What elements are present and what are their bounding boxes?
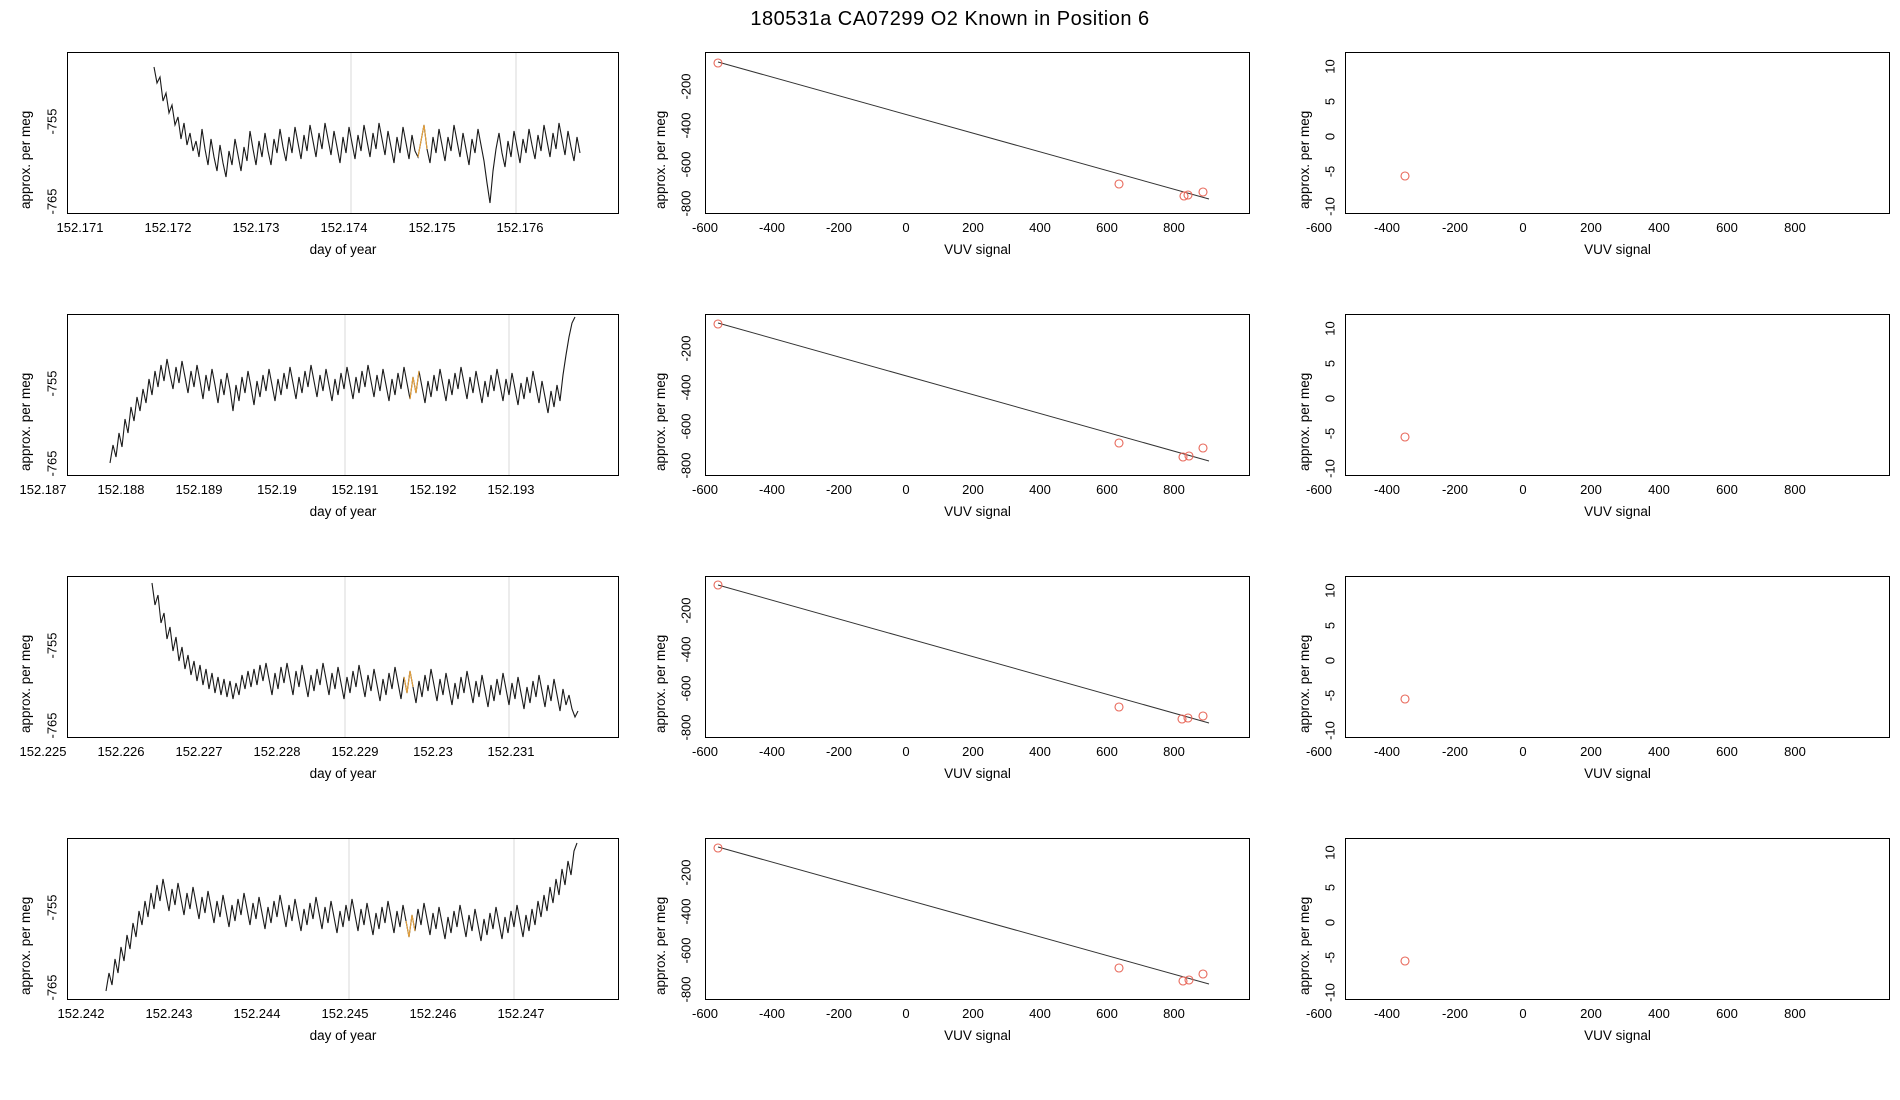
linearfit-svg-3 xyxy=(706,577,1249,737)
xtick-rs1-1: -400 xyxy=(1373,220,1401,235)
xtick-2-4: 152.191 xyxy=(331,482,379,497)
ytick-rs2-4: 10 xyxy=(1322,321,1338,336)
xtick-rs4-7: 800 xyxy=(1784,1006,1806,1021)
figure-title: 180531a CA07299 O2 Known in Position 6 xyxy=(750,8,1150,30)
xtick-2-1: 152.188 xyxy=(97,482,145,497)
ytick-lf4-0: -800 xyxy=(678,976,694,1003)
xtick-rs1-6: 600 xyxy=(1716,220,1738,235)
ytick-rs4-1: -5 xyxy=(1322,951,1338,964)
xtick-lf1-0: -600 xyxy=(691,220,719,235)
xtick-rs2-7: 800 xyxy=(1784,482,1806,497)
ytick-lf2-3: -200 xyxy=(678,335,694,362)
xtick-rs3-1: -400 xyxy=(1373,744,1401,759)
xtick-lf3-6: 600 xyxy=(1096,744,1118,759)
ylabel-residuals-1: approx. per meg xyxy=(1297,110,1312,209)
xtick-lf3-4: 200 xyxy=(962,744,984,759)
timeseries-panel-2 xyxy=(0,296,620,558)
xtick-rs3-4: 200 xyxy=(1580,744,1602,759)
xtick-rs2-5: 400 xyxy=(1648,482,1670,497)
ytick-lf1-0: -800 xyxy=(678,190,694,217)
ytick-rs1-2: 0 xyxy=(1322,132,1338,141)
xlabel-residuals-3: VUV signal xyxy=(1584,766,1651,781)
timeseries-panel-4 xyxy=(0,820,620,1082)
xtick-lf4-2: -200 xyxy=(825,1006,853,1021)
ytick-rs2-0: -10 xyxy=(1322,459,1338,478)
ytick-rs2-2: 0 xyxy=(1322,394,1338,403)
xtick-3-4: 152.229 xyxy=(331,744,379,759)
xlabel-linearfit-3: VUV signal xyxy=(944,766,1011,781)
xtick-lf4-3: 0 xyxy=(902,1006,910,1021)
xtick-rs4-3: 0 xyxy=(1519,1006,1527,1021)
ytick-rs2-1: -5 xyxy=(1322,427,1338,440)
xtick-lf2-0: -600 xyxy=(691,482,719,497)
xtick-lf4-5: 400 xyxy=(1029,1006,1051,1021)
ytick-lf3-0: -800 xyxy=(678,714,694,741)
xtick-1-4: 152.175 xyxy=(408,220,456,235)
plot-area-timeseries-3 xyxy=(67,576,619,738)
xtick-rs3-5: 400 xyxy=(1648,744,1670,759)
ytick-lf2-2: -400 xyxy=(678,374,694,401)
ylabel-timeseries-2: approx. per meg xyxy=(18,372,33,471)
xtick-2-0: 152.187 xyxy=(19,482,67,497)
xtick-1-1: 152.172 xyxy=(144,220,192,235)
xtick-lf3-5: 400 xyxy=(1029,744,1051,759)
linearfit-panel-1 xyxy=(620,34,1260,296)
ytick-rs3-0: -10 xyxy=(1322,721,1338,740)
ylabel-residuals-4: approx. per meg xyxy=(1297,896,1312,995)
xtick-4-0: 152.242 xyxy=(57,1006,105,1021)
xtick-lf3-1: -400 xyxy=(758,744,786,759)
xtick-3-5: 152.23 xyxy=(413,744,453,759)
xtick-rs3-3: 0 xyxy=(1519,744,1527,759)
ylabel-residuals-3: approx. per meg xyxy=(1297,634,1312,733)
plot-area-linearfit-3 xyxy=(705,576,1250,738)
ytick-rs1-0: -10 xyxy=(1322,197,1338,216)
linearfit-panel-2 xyxy=(620,296,1260,558)
xtick-rs4-5: 400 xyxy=(1648,1006,1670,1021)
residuals-svg-1 xyxy=(1346,53,1889,213)
ytick-lf4-1: -600 xyxy=(678,937,694,964)
plot-area-residuals-2 xyxy=(1345,314,1890,476)
ytick-4-1: -755 xyxy=(44,894,60,921)
residuals-svg-4 xyxy=(1346,839,1889,999)
xtick-lf3-0: -600 xyxy=(691,744,719,759)
timeseries-svg-3 xyxy=(68,577,618,737)
ytick-rs4-4: 10 xyxy=(1322,845,1338,860)
ylabel-residuals-2: approx. per meg xyxy=(1297,372,1312,471)
xtick-rs2-1: -400 xyxy=(1373,482,1401,497)
plot-area-residuals-4 xyxy=(1345,838,1890,1000)
xlabel-linearfit-1: VUV signal xyxy=(944,242,1011,257)
xtick-1-3: 152.174 xyxy=(320,220,368,235)
linearfit-svg-4 xyxy=(706,839,1249,999)
residuals-svg-2 xyxy=(1346,315,1889,475)
xlabel-residuals-1: VUV signal xyxy=(1584,242,1651,257)
xtick-lf2-6: 600 xyxy=(1096,482,1118,497)
xtick-rs3-6: 600 xyxy=(1716,744,1738,759)
panel-row-4 xyxy=(0,820,1900,1082)
xtick-3-0: 152.225 xyxy=(19,744,67,759)
plot-area-linearfit-2 xyxy=(705,314,1250,476)
ytick-rs1-3: 5 xyxy=(1322,97,1338,106)
xtick-rs2-3: 0 xyxy=(1519,482,1527,497)
ytick-rs3-2: 0 xyxy=(1322,656,1338,665)
linearfit-svg-1 xyxy=(706,53,1249,213)
residuals-panel-1 xyxy=(1260,34,1900,296)
ytick-lf2-1: -600 xyxy=(678,413,694,440)
xlabel-linearfit-2: VUV signal xyxy=(944,504,1011,519)
panel-row-1 xyxy=(0,34,1900,296)
xtick-rs1-3: 0 xyxy=(1519,220,1527,235)
ytick-2-1: -755 xyxy=(44,370,60,397)
ytick-lf3-3: -200 xyxy=(678,597,694,624)
xtick-rs3-2: -200 xyxy=(1441,744,1469,759)
xtick-lf2-4: 200 xyxy=(962,482,984,497)
xtick-lf1-1: -400 xyxy=(758,220,786,235)
xtick-rs2-6: 600 xyxy=(1716,482,1738,497)
ytick-lf3-2: -400 xyxy=(678,636,694,663)
xtick-lf4-4: 200 xyxy=(962,1006,984,1021)
plot-area-timeseries-2 xyxy=(67,314,619,476)
linearfit-svg-2 xyxy=(706,315,1249,475)
xtick-3-1: 152.226 xyxy=(97,744,145,759)
xlabel-residuals-2: VUV signal xyxy=(1584,504,1651,519)
xtick-rs2-0: -600 xyxy=(1305,482,1333,497)
residuals-panel-2 xyxy=(1260,296,1900,558)
xtick-lf3-3: 0 xyxy=(902,744,910,759)
xtick-4-2: 152.244 xyxy=(233,1006,281,1021)
plot-area-linearfit-1 xyxy=(705,52,1250,214)
xtick-lf1-6: 600 xyxy=(1096,220,1118,235)
residuals-panel-3 xyxy=(1260,558,1900,820)
xtick-lf2-3: 0 xyxy=(902,482,910,497)
xtick-lf2-2: -200 xyxy=(825,482,853,497)
xtick-lf1-2: -200 xyxy=(825,220,853,235)
xtick-lf1-5: 400 xyxy=(1029,220,1051,235)
ytick-3-1: -755 xyxy=(44,632,60,659)
ylabel-linearfit-4: approx. per meg xyxy=(653,896,668,995)
ytick-rs4-2: 0 xyxy=(1322,918,1338,927)
xtick-rs1-7: 800 xyxy=(1784,220,1806,235)
xtick-rs1-0: -600 xyxy=(1305,220,1333,235)
xtick-rs4-0: -600 xyxy=(1305,1006,1333,1021)
plot-area-residuals-3 xyxy=(1345,576,1890,738)
xtick-3-3: 152.228 xyxy=(253,744,301,759)
xtick-1-2: 152.173 xyxy=(232,220,280,235)
xtick-1-5: 152.176 xyxy=(496,220,544,235)
xtick-lf3-2: -200 xyxy=(825,744,853,759)
ytick-1-0: -765 xyxy=(44,188,60,215)
xtick-rs3-0: -600 xyxy=(1305,744,1333,759)
ytick-2-0: -765 xyxy=(44,450,60,477)
xtick-2-3: 152.19 xyxy=(257,482,297,497)
plot-area-residuals-1 xyxy=(1345,52,1890,214)
ytick-3-0: -765 xyxy=(44,712,60,739)
xtick-2-5: 152.192 xyxy=(409,482,457,497)
panel-row-2 xyxy=(0,296,1900,558)
xtick-lf4-1: -400 xyxy=(758,1006,786,1021)
xtick-rs4-2: -200 xyxy=(1441,1006,1469,1021)
xtick-lf4-7: 800 xyxy=(1163,1006,1185,1021)
xtick-lf2-5: 400 xyxy=(1029,482,1051,497)
xtick-4-1: 152.243 xyxy=(145,1006,193,1021)
linearfit-panel-3 xyxy=(620,558,1260,820)
ytick-rs1-1: -5 xyxy=(1322,165,1338,178)
xtick-lf4-0: -600 xyxy=(691,1006,719,1021)
xtick-lf1-4: 200 xyxy=(962,220,984,235)
xtick-lf1-7: 800 xyxy=(1163,220,1185,235)
xtick-rs1-5: 400 xyxy=(1648,220,1670,235)
xtick-3-6: 152.231 xyxy=(487,744,535,759)
ytick-1-1: -755 xyxy=(44,108,60,135)
xtick-2-6: 152.193 xyxy=(487,482,535,497)
ytick-lf2-0: -800 xyxy=(678,452,694,479)
ylabel-timeseries-4: approx. per meg xyxy=(18,896,33,995)
xtick-rs4-4: 200 xyxy=(1580,1006,1602,1021)
ytick-rs3-4: 10 xyxy=(1322,583,1338,598)
ytick-rs2-3: 5 xyxy=(1322,359,1338,368)
timeseries-svg-1 xyxy=(68,53,618,213)
xtick-rs2-4: 200 xyxy=(1580,482,1602,497)
ytick-lf1-3: -200 xyxy=(678,73,694,100)
residuals-svg-3 xyxy=(1346,577,1889,737)
plot-area-linearfit-4 xyxy=(705,838,1250,1000)
residuals-panel-4 xyxy=(1260,820,1900,1082)
ylabel-linearfit-3: approx. per meg xyxy=(653,634,668,733)
ytick-lf4-2: -400 xyxy=(678,898,694,925)
xtick-lf1-3: 0 xyxy=(902,220,910,235)
xtick-rs4-6: 600 xyxy=(1716,1006,1738,1021)
ytick-rs3-3: 5 xyxy=(1322,621,1338,630)
xlabel-linearfit-4: VUV signal xyxy=(944,1028,1011,1043)
ytick-rs3-1: -5 xyxy=(1322,689,1338,702)
ytick-rs4-3: 5 xyxy=(1322,883,1338,892)
xtick-lf4-6: 600 xyxy=(1096,1006,1118,1021)
xtick-rs1-2: -200 xyxy=(1441,220,1469,235)
xlabel-residuals-4: VUV signal xyxy=(1584,1028,1651,1043)
ytick-lf4-3: -200 xyxy=(678,859,694,886)
ytick-lf1-2: -400 xyxy=(678,112,694,139)
xlabel-timeseries-2: day of year xyxy=(309,504,377,519)
ytick-4-0: -765 xyxy=(44,974,60,1001)
ylabel-linearfit-1: approx. per meg xyxy=(653,110,668,209)
plot-area-timeseries-4 xyxy=(67,838,619,1000)
xtick-2-2: 152.189 xyxy=(175,482,223,497)
xtick-3-2: 152.227 xyxy=(175,744,223,759)
xlabel-timeseries-3: day of year xyxy=(309,766,377,781)
xlabel-timeseries-1: day of year xyxy=(309,242,377,257)
xtick-4-3: 152.245 xyxy=(321,1006,369,1021)
ytick-rs1-4: 10 xyxy=(1322,59,1338,74)
xtick-rs2-2: -200 xyxy=(1441,482,1469,497)
plot-area-timeseries-1 xyxy=(67,52,619,214)
ytick-lf3-1: -600 xyxy=(678,675,694,702)
xtick-rs3-7: 800 xyxy=(1784,744,1806,759)
xtick-1-0: 152.171 xyxy=(56,220,104,235)
ytick-rs4-0: -10 xyxy=(1322,983,1338,1002)
xlabel-timeseries-4: day of year xyxy=(309,1028,377,1043)
timeseries-svg-4 xyxy=(68,839,618,999)
xtick-lf3-7: 800 xyxy=(1163,744,1185,759)
ytick-lf1-1: -600 xyxy=(678,151,694,178)
xtick-4-5: 152.247 xyxy=(497,1006,545,1021)
ylabel-linearfit-2: approx. per meg xyxy=(653,372,668,471)
xtick-lf2-1: -400 xyxy=(758,482,786,497)
panel-row-3 xyxy=(0,558,1900,820)
timeseries-svg-2 xyxy=(68,315,618,475)
xtick-4-4: 152.246 xyxy=(409,1006,457,1021)
xtick-rs1-4: 200 xyxy=(1580,220,1602,235)
xtick-rs4-1: -400 xyxy=(1373,1006,1401,1021)
linearfit-panel-4 xyxy=(620,820,1260,1082)
timeseries-panel-3 xyxy=(0,558,620,820)
ylabel-timeseries-1: approx. per meg xyxy=(18,110,33,209)
timeseries-panel-1 xyxy=(0,34,620,296)
ylabel-timeseries-3: approx. per meg xyxy=(18,634,33,733)
xtick-lf2-7: 800 xyxy=(1163,482,1185,497)
